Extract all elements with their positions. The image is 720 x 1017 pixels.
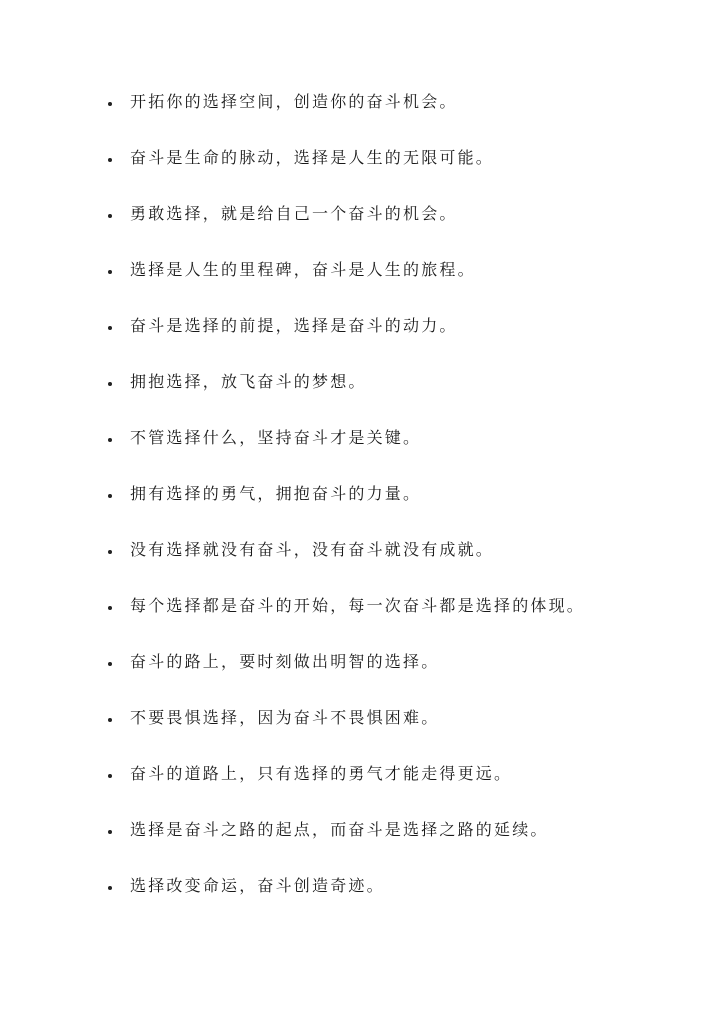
list-item: [108, 648, 668, 704]
list-item: [108, 592, 668, 648]
bullet-icon: [108, 774, 112, 778]
list-item-text: 奋斗是生命的脉动，选择是人生的无限可能。: [130, 148, 495, 167]
bullet-icon: [108, 830, 112, 834]
list-item-text: 奋斗的路上，要时刻做出明智的选择。: [130, 652, 440, 671]
list-item: [108, 200, 668, 256]
list-item: [108, 704, 668, 760]
list-item: [108, 536, 668, 592]
list-item-text: 奋斗的道路上，只有选择的勇气才能走得更远。: [130, 764, 513, 783]
list-item-text: 奋斗是选择的前提，选择是奋斗的动力。: [130, 316, 458, 335]
bullet-icon: [108, 886, 112, 890]
list-item: [108, 480, 668, 536]
list-item-text: 选择是人生的里程碑，奋斗是人生的旅程。: [130, 260, 476, 279]
list-item: [108, 872, 668, 928]
bullet-list: [108, 88, 668, 928]
bullet-icon: [108, 494, 112, 498]
list-item: [108, 144, 668, 200]
list-item-text: 拥有选择的勇气，拥抱奋斗的力量。: [130, 484, 422, 503]
list-item-text: 不要畏惧选择，因为奋斗不畏惧困难。: [130, 708, 440, 727]
list-item: [108, 816, 668, 872]
bullet-icon: [108, 102, 112, 106]
list-item-text: 勇敢选择，就是给自己一个奋斗的机会。: [130, 204, 458, 223]
list-item: [108, 312, 668, 368]
bullet-icon: [108, 214, 112, 218]
bullet-icon: [108, 550, 112, 554]
list-item: [108, 256, 668, 312]
bullet-icon: [108, 662, 112, 666]
bullet-icon: [108, 718, 112, 722]
list-item: [108, 424, 668, 480]
list-item-text: 拥抱选择，放飞奋斗的梦想。: [130, 372, 367, 391]
bullet-icon: [108, 382, 112, 386]
list-item: [108, 88, 668, 144]
bullet-icon: [108, 270, 112, 274]
list-item-text: 不管选择什么，坚持奋斗才是关键。: [130, 428, 422, 447]
list-item-text: 开拓你的选择空间，创造你的奋斗机会。: [130, 92, 458, 111]
bullet-icon: [108, 158, 112, 162]
list-item-text: 每个选择都是奋斗的开始，每一次奋斗都是选择的体现。: [130, 596, 586, 615]
list-item: [108, 760, 668, 816]
bullet-icon: [108, 438, 112, 442]
bullet-icon: [108, 326, 112, 330]
bullet-icon: [108, 606, 112, 610]
list-item-text: 没有选择就没有奋斗，没有奋斗就没有成就。: [130, 540, 495, 559]
list-item: [108, 368, 668, 424]
list-item-text: 选择改变命运，奋斗创造奇迹。: [130, 876, 385, 895]
list-item-text: 选择是奋斗之路的起点，而奋斗是选择之路的延续。: [130, 820, 549, 839]
